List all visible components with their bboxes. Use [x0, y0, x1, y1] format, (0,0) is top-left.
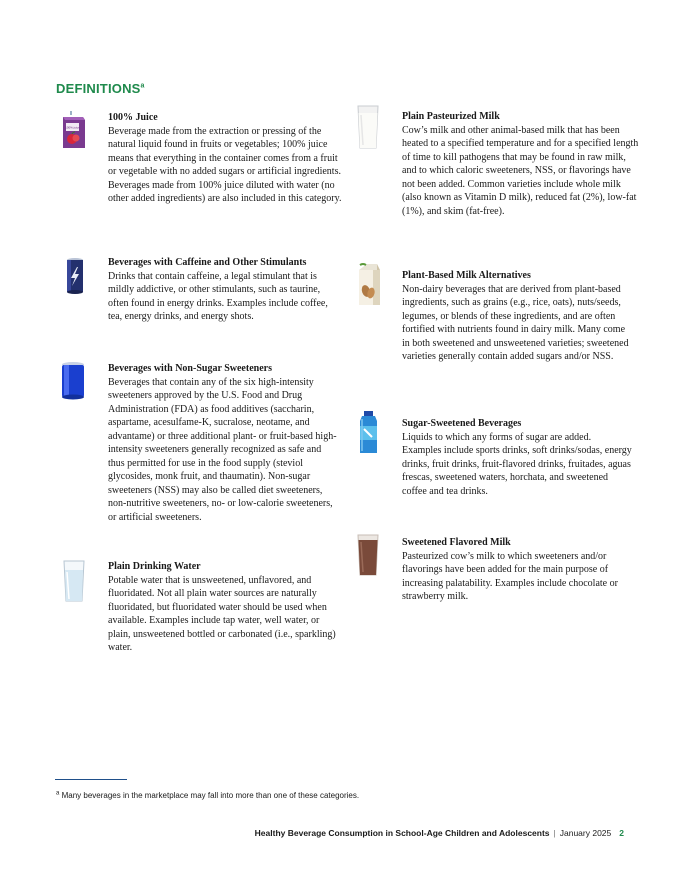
page-footer: [255, 828, 624, 838]
entry-body: Potable water that is unsweetened, unflavored, and fluoridated. Not all plain water sources are naturally fluoridated, but fluoridated water should be used when available. Examples include tap water, well water, or plain, unsweetened bottled or carbonated (i.e., sparkling) water.: [108, 574, 336, 653]
entry-body: Beverage made from the extraction or pressing of the natural liquid found in fruits or vegetables; 100% juice means that everything in the container comes from a fruit or vegetable with no added sugars or artificial ingredients. Beverages made from 100% juice diluted with water (no other added ingredients) are also included in this category.: [108, 125, 342, 204]
entry-title: Plant-Based Milk Alternatives: [402, 270, 531, 281]
entry-title: Sweetened Flavored Milk: [402, 537, 511, 548]
footer-date: January 2025: [559, 828, 612, 838]
entry-body: Drinks that contain caffeine, a legal stimulant that is mildly addictive, or other stimulants, such as taurine, often found in energy drinks. Examples include coffee, tea, energy drinks, and energy shots.: [108, 270, 328, 322]
section-heading-text: DEFINITIONS: [56, 81, 141, 96]
entry-title: 100% Juice: [108, 112, 158, 123]
water-glass-icon: [56, 560, 96, 604]
footer-separator: |: [553, 828, 556, 838]
definition-entry: [56, 560, 346, 660]
page-number: 2: [619, 828, 624, 838]
entry-title: Plain Drinking Water: [108, 561, 201, 572]
entry-body: Pasteurized cow’s milk to which sweeteners and/or flavorings have been added for the main purpose of increasing palatability. Examples include chocolate or strawberry milk.: [402, 550, 618, 602]
section-heading: [56, 81, 145, 96]
entry-body: Beverages that contain any of the six high-intensity sweeteners approved by the U.S. Food and Drug Administration (FDA) as food additives (saccharin, aspartame, acesulfame-K, sucralose, neotame, and advantame) or three additional plant- or fruit-based high-intensity sweeteners generally recognized as safe and thus permitted for use in the food supply (steviol glycosides, monk fruit, and thaumatin). Non-sugar sweeteners (NSS) may also be called diet sweeteners, non-nutritive sweeteners, no- or low-calorie sweeteners, or artificial sweeteners.: [108, 376, 337, 523]
definition-entry: [350, 105, 640, 235]
definition-entry: [56, 111, 346, 221]
entry-body: Cow’s milk and other animal-based milk that has been heated to a specified temperature and for a specified length of time to kill pathogens that may be found in raw milk, and to which caloric sweeteners, NSS, or flavorings have not been added. Common varieties include whole milk (also known as Vitamin D milk), reduced fat (2%), low-fat (1%), and skim (fat-free).: [402, 124, 639, 217]
juice-box-icon: [56, 111, 96, 151]
milk-glass-icon: [350, 105, 390, 151]
footer-title: Healthy Beverage Consumption in School-Age Children and Adolescents: [254, 828, 550, 838]
footnote: [56, 791, 359, 800]
chocolate-milk-glass-icon: [350, 534, 390, 578]
entry-title: Beverages with Caffeine and Other Stimulants: [108, 257, 307, 268]
entry-body: Non-dairy beverages that are derived from plant-based ingredients, such as grains (e.g., rice, oats), nuts/seeds, legumes, or blends of these ingredients, and are often fortified with nutrients found in dairy milk. Many come in both sweetened and unsweetened varieties; sweetened varieties generally contain added sugars and/or NSS.: [402, 283, 629, 362]
definition-entry: [350, 262, 640, 382]
definition-entry: [350, 534, 640, 604]
entry-title: Sugar-Sweetened Beverages: [402, 418, 522, 429]
sports-drink-bottle-icon: [350, 410, 390, 456]
footnote-divider: [55, 779, 127, 780]
footnote-marker: a: [140, 82, 145, 90]
entry-title: Plain Pasteurized Milk: [402, 111, 500, 122]
almond-milk-carton-icon: [350, 262, 390, 308]
entry-title: Beverages with Non-Sugar Sweeteners: [108, 363, 272, 374]
footnote-marker: a: [56, 790, 60, 797]
entry-body: Liquids to which any forms of sugar are added. Examples include sports drinks, soft drinks/sodas, energy drinks, fruit drinks, fruit-flavored drinks, fruitades, aguas frescas, sweetened waters, horchata, and sweetened coffee and tea drinks.: [402, 431, 632, 497]
footnote-text: Many beverages in the marketplace may fall into more than one of these categories.: [61, 791, 360, 800]
definition-entry: [56, 256, 346, 326]
soda-can-icon: [56, 362, 96, 402]
definition-entry: [350, 410, 640, 500]
definition-entry: [56, 362, 346, 532]
svg-text:100% juice: 100% juice: [65, 125, 80, 130]
energy-drink-can-icon: [56, 256, 96, 296]
